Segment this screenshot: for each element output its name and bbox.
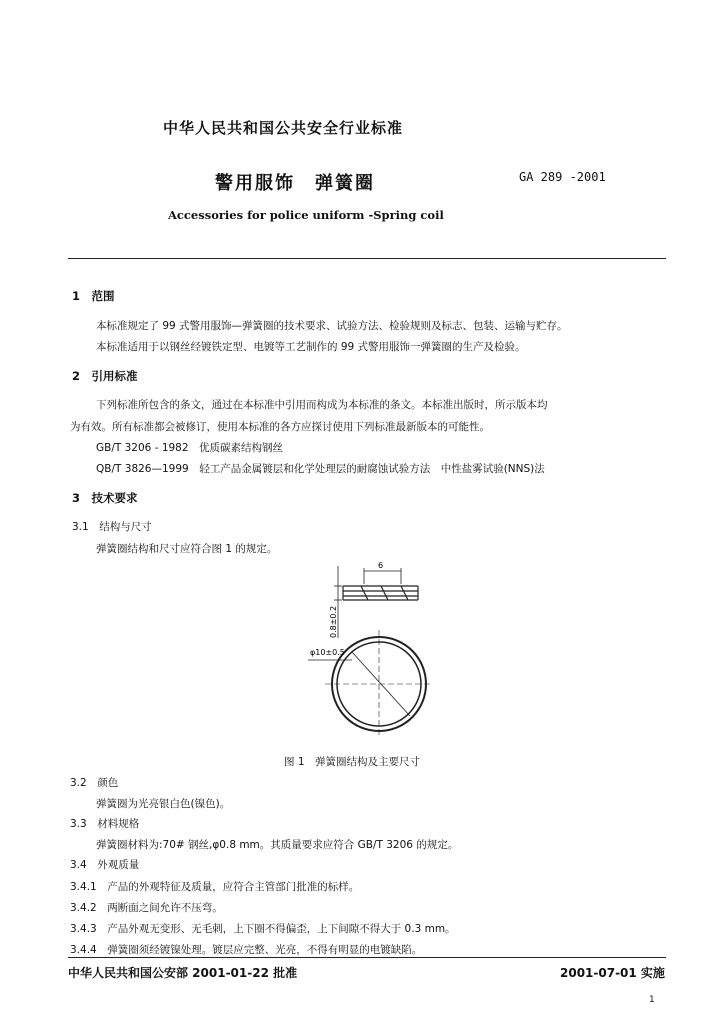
section-2-heading: 2 引用标准 — [72, 369, 138, 383]
implementation-date: 2001-07-01 实施 — [560, 966, 665, 980]
section-3-heading: 3 技术要求 — [72, 491, 138, 505]
figure-dim-thickness: 0.8±0.2 — [329, 605, 338, 638]
approval-line: 中华人民共和国公安部 2001-01-22 批准 — [68, 966, 298, 980]
standard-code: GA 289 -2001 — [519, 170, 606, 184]
reference-1: GB/T 3206 - 1982 优质碳素结构钢丝 — [96, 442, 284, 454]
english-title: Accessories for police uniform -Spring coil — [168, 208, 444, 222]
section-3-3-heading: 3.3 材料规格 — [70, 818, 140, 830]
section-3-3-text: 弹簧圈材料为:70# 钢丝,φ0.8 mm。其质量要求应符合 GB/T 3206 的规定。 — [96, 839, 459, 851]
figure-dim-diameter: φ10±0.5 — [310, 648, 345, 657]
section-3-4-2: 3.4.2 两断面之间允许不压弯。 — [70, 902, 223, 914]
section-3-4-heading: 3.4 外观质量 — [70, 859, 140, 871]
document-title: 警用服饰 弹簧圈 — [215, 173, 375, 194]
reference-2: QB/T 3826—1999 轻工产品金属镀层和化学处理层的耐腐蚀试验方法 中性盐雾试验(NNS)法 — [96, 463, 545, 475]
section-3-4-4: 3.4.4 弹簧圈须经镀镍处理。镀层应完整、光亮，不得有明显的电镀缺陷。 — [70, 944, 423, 956]
page-number: 1 — [649, 995, 655, 1005]
figure-1-caption: 图 1 弹簧圈结构及主要尺寸 — [284, 756, 421, 768]
section-3-4-1: 3.4.1 产品的外观特征及质量，应符合主管部门批准的标样。 — [70, 881, 360, 893]
section-3-2-text: 弹簧圈为光亮银白色(镍色)。 — [96, 798, 231, 810]
section-2-para-1b: 为有效。所有标准都会被修订，使用本标准的各方应探讨使用下列标准最新版本的可能性。 — [70, 421, 490, 433]
section-1-para-2: 本标准适用于以钢丝经镀铁定型、电镀等工艺制作的 99 式警用服饰一弹簧圈的生产及检验。 — [96, 341, 526, 353]
section-3-1-heading: 3.1 结构与尺寸 — [72, 521, 152, 533]
section-3-2-heading: 3.2 颜色 — [70, 777, 119, 789]
section-1-para-1: 本标准规定了 99 式警用服饰—弹簧圈的技术要求、试验方法、检验规则及标志、包装、运输与贮存。 — [96, 320, 568, 332]
figure-1-drawing — [296, 556, 446, 746]
section-1-heading: 1 范围 — [72, 289, 115, 303]
header-rule — [68, 258, 666, 259]
figure-dim-width: 6 — [378, 561, 384, 570]
section-3-1-text: 弹簧圈结构和尺寸应符合图 1 的规定。 — [96, 543, 278, 555]
footer-rule — [68, 957, 666, 958]
section-2-para-1a: 下列标准所包含的条文，通过在本标准中引用而构成为本标准的条文。本标准出版时，所示版本均 — [96, 399, 548, 411]
issuing-agency: 中华人民共和国公共安全行业标准 — [163, 119, 404, 137]
section-3-4-3: 3.4.3 产品外观无变形、无毛刺，上下圈不得偏歪，上下间隙不得大于 0.3 mm。 — [70, 923, 456, 935]
